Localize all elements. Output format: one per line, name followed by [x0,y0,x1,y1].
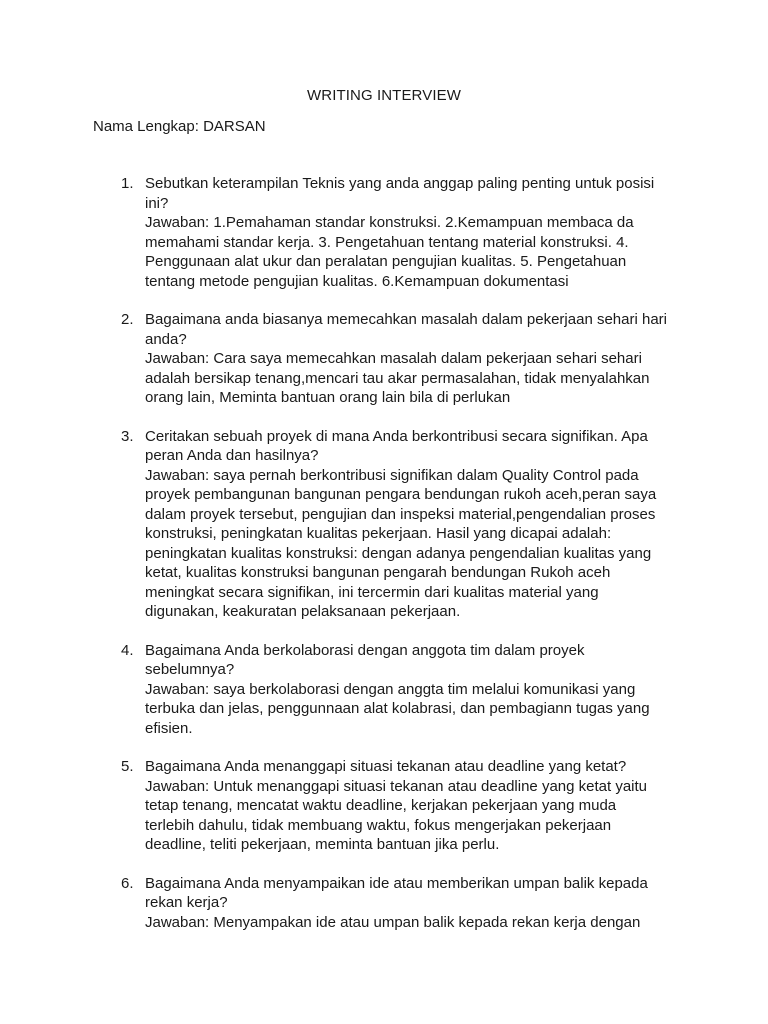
question-number: 6. [121,874,134,892]
answer-text: Jawaban: saya berkolaborasi dengan anggta tim melalui komunikasi yang terbuka dan jelas, penggunnaan alat kolabrasi, dan pembagiann tugas yang efisien. [145,680,650,737]
question-item-4 [0,641,768,739]
answer-text: Jawaban: 1.Pemahaman standar konstruksi. 2.Kemampuan membaca da memahami standar kerja. 3. Pengetahuan tentang material konstruksi. 4. Penggunaan alat ukur dan peralatan pengujian kualitas. 5. Pengetahuan tentang metode pengujian kualitas. 6.Kemampuan dokumentasi [145,214,634,290]
answer-text: Jawaban: Menyampakan ide atau umpan balik kepada rekan kerja dengan [145,913,641,931]
question-item-2 [0,310,768,408]
question-text: Bagaimana anda biasanya memecahkan masalah dalam pekerjaan sehari hari anda? [145,311,667,348]
question-number: 1. [121,175,134,192]
question-text: Bagaimana Anda berkolaborasi dengan anggota tim dalam proyek sebelumnya? [145,641,585,678]
question-number: 3. [121,427,134,445]
question-item-1 [0,174,768,291]
question-text: Ceritakan sebuah proyek di mana Anda berkontribusi secara signifikan. Apa peran Anda dan hasilnya? [145,427,648,464]
question-item-3 [0,427,768,622]
answer-text: Jawaban: Untuk menanggapi situasi tekanan atau deadline yang ketat yaitu tetap tenang, mencatat waktu deadline, kerjakan pekerjaan yang muda terlebih dahulu, tidak membuang waktu, fokus mengerjakan pekerjaan deadline, teliti pekerjaan, meminta bantuan jika perlu. [145,777,648,853]
question-list [0,174,768,951]
question-item-6 [0,874,768,933]
name-line: Nama Lengkap: DARSAN [93,118,266,135]
document-title: WRITING INTERVIEW [307,87,461,104]
question-item-5 [0,757,768,855]
answer-text: Jawaban: Cara saya memecahkan masalah dalam pekerjaan sehari sehari adalah bersikap tenang,mencari tau akar permasalahan, tidak menyalahkan orang lain, Meminta bantuan orang lain bila di perlukan [145,350,650,406]
question-number: 4. [121,641,134,659]
question-number: 2. [121,311,134,328]
answer-text: Jawaban: saya pernah berkontribusi signifikan dalam Quality Control pada proyek pembangunan bangunan pengara bendungan rukoh aceh,peran saya dalam proyek tersebut, pengujian dan inspeksi material,pengendalian proses konstruksi, peningkatan kualitas pekerjaan. Hasil yang dicapai adalah: peningkatan kualitas konstruksi: dengan adanya pengendalian kualitas yang ketat, kualitas konstruksi bangunan pengarah bendungan Rukoh aceh meningkat secara signifikan, ini tercermin dari kualitas material yang digunakan, keakuratan pelaksanaan pekerjaan. [145,466,657,620]
question-text: Bagaimana Anda menanggapi situasi tekanan atau deadline yang ketat? [145,758,627,775]
question-number: 5. [121,758,134,775]
question-text: Bagaimana Anda menyampaikan ide atau memberikan umpan balik kepada rekan kerja? [145,874,648,911]
question-text: Sebutkan keterampilan Teknis yang anda anggap paling penting untuk posisi ini? [145,175,655,212]
